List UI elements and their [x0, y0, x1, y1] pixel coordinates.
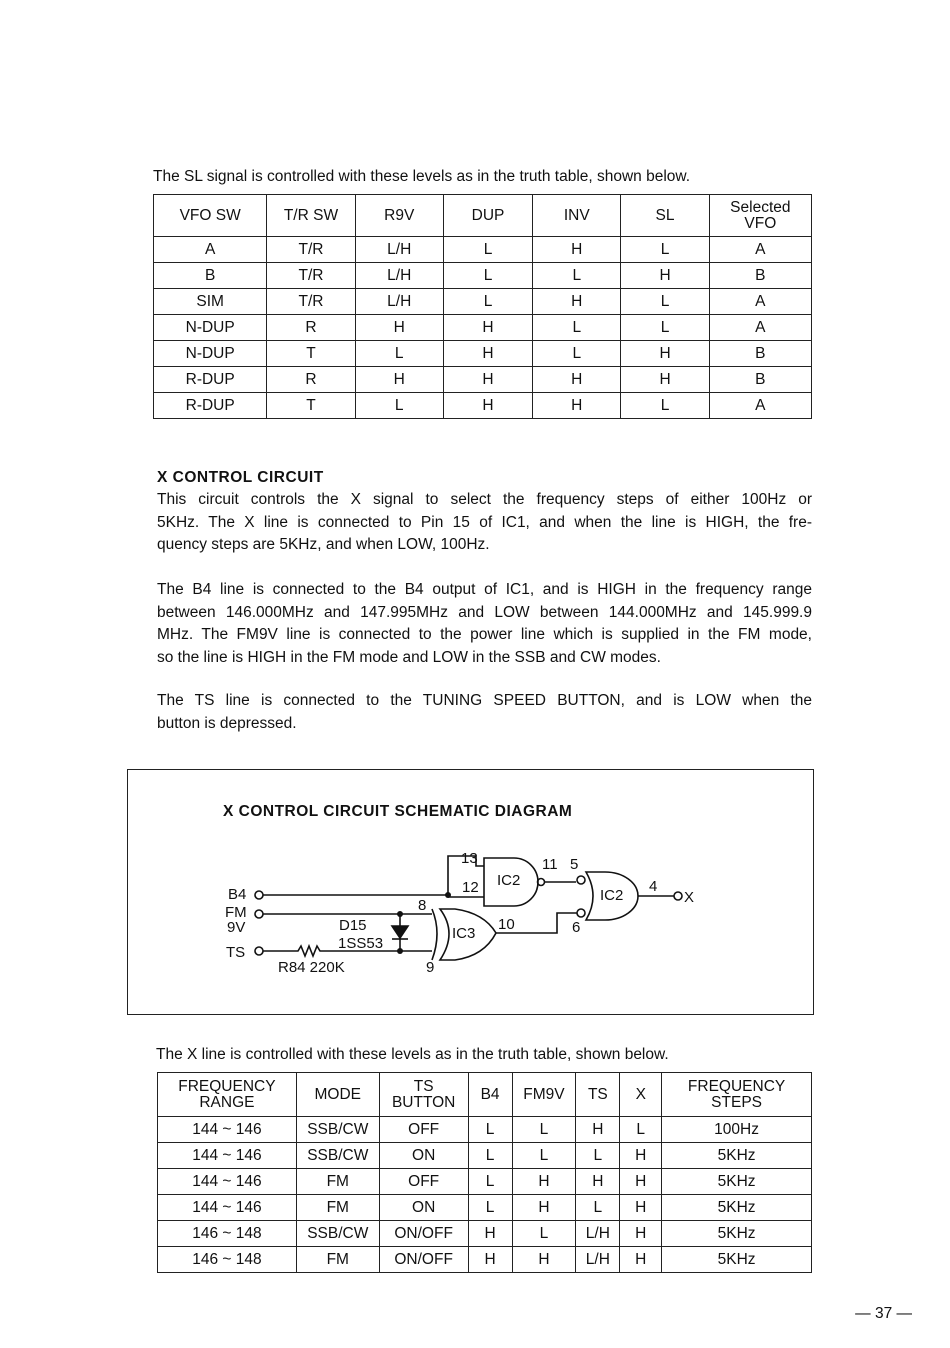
- x-header-steps: STEPS: [711, 1093, 762, 1111]
- table-row: [158, 1117, 812, 1143]
- paragraph-line: quency steps are 5KHz, and when LOW, 100Hz.: [157, 536, 490, 553]
- label-fm: FM: [225, 904, 247, 921]
- sl-header-sl: SL: [621, 195, 709, 237]
- table-cell: L: [620, 1117, 662, 1143]
- table-cell: H: [576, 1169, 620, 1195]
- label-x: X: [684, 889, 695, 906]
- table-cell: FM: [296, 1247, 379, 1273]
- label-ic3: IC3: [452, 925, 476, 942]
- table-cell: H: [533, 393, 621, 419]
- table-cell: L: [468, 1169, 512, 1195]
- table-cell: ON/OFF: [379, 1247, 468, 1273]
- table-cell: L: [443, 289, 532, 315]
- table-cell: H: [355, 367, 443, 393]
- sl-table-intro: The SL signal is controlled with these levels as in the truth table, shown below.: [153, 168, 691, 185]
- label-pin-13: 13: [461, 850, 478, 867]
- label-ts: TS: [226, 944, 246, 961]
- table-cell: H: [443, 341, 532, 367]
- x-header-x: X: [620, 1073, 662, 1117]
- table-cell: H: [621, 263, 709, 289]
- paragraph-line: MHz. The FM9V line is connected to the power line which is supplied in the FM mode,: [157, 626, 812, 643]
- label-pin-11: 11: [542, 856, 558, 873]
- table-cell: 144 ~ 146: [158, 1169, 297, 1195]
- x-header-range: RANGE: [199, 1093, 255, 1111]
- table-cell: H: [620, 1143, 662, 1169]
- paragraph-line: between 146.000MHz and 147.995MHz and LOW between 144.000MHz and 145.999.9: [157, 603, 812, 621]
- table-cell: T/R: [267, 263, 355, 289]
- paragraph-line: 5KHz. The X line is connected to Pin 15 of IC1, and when the line is HIGH, the fre-: [157, 513, 812, 531]
- table-cell: ON: [379, 1195, 468, 1221]
- sl-header-r9v: R9V: [355, 195, 443, 237]
- table-cell: 5KHz: [662, 1169, 812, 1195]
- x-header-frequency: FREQUENCY: [178, 1077, 276, 1095]
- x-header-ts: TS: [576, 1073, 620, 1117]
- label-d15: D15: [339, 917, 367, 934]
- table-cell: H: [621, 341, 709, 367]
- table-row: [158, 1169, 812, 1195]
- table-cell: H: [533, 289, 621, 315]
- table-cell: L: [443, 263, 532, 289]
- table-cell: H: [620, 1195, 662, 1221]
- table-cell: L: [512, 1143, 576, 1169]
- paragraph-line: The TS line is connected to the TUNING SPEED BUTTON, and is LOW when the: [157, 692, 812, 709]
- table-cell: R: [267, 315, 355, 341]
- table-cell: H: [443, 367, 532, 393]
- paragraph-line: The B4 line is connected to the B4 output of IC1, and is HIGH in the frequency range: [157, 581, 812, 598]
- table-cell: B: [709, 263, 811, 289]
- table-cell: H: [468, 1221, 512, 1247]
- table-cell: L/H: [576, 1247, 620, 1273]
- x-header-ts-top: TS: [413, 1077, 434, 1095]
- table-cell: T/R: [267, 237, 355, 263]
- ts-terminal: [255, 947, 263, 955]
- sl-header-selected: Selected: [730, 198, 791, 216]
- table-cell: L: [533, 263, 621, 289]
- table-cell: H: [443, 315, 532, 341]
- table-cell: T: [267, 341, 355, 367]
- sl-header-tr-sw: T/R SW: [267, 195, 355, 237]
- table-cell: N-DUP: [154, 315, 267, 341]
- x-table-intro: The X line is controlled with these levels as in the truth table, shown below.: [156, 1046, 669, 1063]
- sl-header-dup: DUP: [443, 195, 532, 237]
- table-cell: H: [620, 1169, 662, 1195]
- table-cell: R: [267, 367, 355, 393]
- table-cell: H: [512, 1195, 576, 1221]
- table-cell: SSB/CW: [296, 1117, 379, 1143]
- table-cell: OFF: [379, 1117, 468, 1143]
- ic2-lower-input-5-bubble: [577, 876, 585, 884]
- table-cell: N-DUP: [154, 341, 267, 367]
- table-cell: A: [709, 315, 811, 341]
- table-cell: L: [468, 1195, 512, 1221]
- table-cell: R-DUP: [154, 393, 267, 419]
- table-cell: A: [709, 237, 811, 263]
- table-cell: L: [621, 393, 709, 419]
- table-cell: H: [533, 237, 621, 263]
- fm9v-terminal: [255, 910, 263, 918]
- junction-dot: [445, 892, 451, 898]
- table-cell: L: [576, 1143, 620, 1169]
- table-cell: L: [533, 341, 621, 367]
- table-cell: 144 ~ 146: [158, 1195, 297, 1221]
- table-cell: B: [709, 367, 811, 393]
- table-cell: H: [443, 393, 532, 419]
- d15-diode-symbol: [392, 926, 408, 938]
- table-cell: H: [620, 1247, 662, 1273]
- table-row: [158, 1143, 812, 1169]
- sl-header-vfo: VFO: [744, 214, 777, 232]
- x-header-mode: MODE: [296, 1073, 379, 1117]
- label-pin-10: 10: [498, 916, 515, 933]
- table-cell: H: [621, 367, 709, 393]
- table-cell: L: [533, 315, 621, 341]
- label-ic2-lower: IC2: [600, 887, 624, 904]
- table-cell: L: [512, 1221, 576, 1247]
- table-cell: L: [621, 315, 709, 341]
- junction-dot: [397, 911, 403, 917]
- junction-dot: [397, 948, 403, 954]
- table-cell: T/R: [267, 289, 355, 315]
- x-header-frequency-2: FREQUENCY: [687, 1077, 786, 1095]
- x-header-frequency-steps: [662, 1073, 812, 1117]
- table-cell: H: [468, 1247, 512, 1273]
- x-header-fm9v: FM9V: [512, 1073, 576, 1117]
- table-cell: H: [533, 367, 621, 393]
- sl-header-inv: INV: [533, 195, 621, 237]
- table-cell: L: [512, 1117, 576, 1143]
- label-ic2-upper: IC2: [497, 872, 521, 889]
- label-pin-5: 5: [570, 856, 579, 873]
- table-cell: L: [355, 393, 443, 419]
- table-cell: 5KHz: [662, 1195, 812, 1221]
- x-header-button: BUTTON: [391, 1093, 456, 1111]
- label-9v: 9V: [227, 919, 246, 936]
- table-cell: 144 ~ 146: [158, 1117, 297, 1143]
- sl-header-vfo-sw: VFO SW: [154, 195, 267, 237]
- table-cell: B: [709, 341, 811, 367]
- table-cell: A: [709, 393, 811, 419]
- table-cell: H: [620, 1221, 662, 1247]
- table-cell: 146 ~ 148: [158, 1221, 297, 1247]
- table-cell: H: [355, 315, 443, 341]
- table-cell: H: [512, 1169, 576, 1195]
- label-pin-12: 12: [462, 879, 479, 896]
- table-cell: L/H: [576, 1221, 620, 1247]
- label-pin-8: 8: [418, 897, 427, 914]
- table-cell: OFF: [379, 1169, 468, 1195]
- table-cell: A: [154, 237, 267, 263]
- label-pin-4: 4: [649, 878, 658, 895]
- x-table-header-row: [158, 1073, 812, 1117]
- table-cell: SIM: [154, 289, 267, 315]
- table-cell: L: [355, 341, 443, 367]
- table-cell: L: [621, 237, 709, 263]
- table-cell: A: [709, 289, 811, 315]
- label-diode-part: 1SS53: [338, 935, 384, 952]
- table-cell: 144 ~ 146: [158, 1143, 297, 1169]
- table-cell: ON/OFF: [379, 1221, 468, 1247]
- x-header-b4: B4: [468, 1073, 512, 1117]
- table-cell: T: [267, 393, 355, 419]
- table-cell: L: [468, 1117, 512, 1143]
- label-pin-6: 6: [572, 919, 581, 936]
- table-cell: FM: [296, 1169, 379, 1195]
- label-pin-9: 9: [426, 959, 435, 976]
- x-header-ts-button: [379, 1073, 468, 1117]
- table-cell: L: [443, 237, 532, 263]
- label-b4: B4: [228, 886, 247, 903]
- paragraph-line: so the line is HIGH in the FM mode and LOW in the SSB and CW modes.: [157, 648, 661, 666]
- table-cell: L/H: [355, 289, 443, 315]
- table-cell: 5KHz: [662, 1143, 812, 1169]
- table-cell: SSB/CW: [296, 1221, 379, 1247]
- table-cell: ON: [379, 1143, 468, 1169]
- table-cell: SSB/CW: [296, 1143, 379, 1169]
- table-row: [158, 1247, 812, 1273]
- table-cell: 146 ~ 148: [158, 1247, 297, 1273]
- x-header-frequency-range: [158, 1073, 297, 1117]
- page-number: — 37 —: [855, 1305, 912, 1322]
- section-heading: X CONTROL CIRCUIT: [157, 469, 324, 486]
- table-cell: R-DUP: [154, 367, 267, 393]
- ic2-lower-input-6-bubble: [577, 909, 585, 917]
- x-output-terminal: [674, 892, 682, 900]
- table-cell: 5KHz: [662, 1221, 812, 1247]
- b4-terminal: [255, 891, 263, 899]
- table-cell: H: [512, 1247, 576, 1273]
- table-row: [158, 1221, 812, 1247]
- table-cell: L/H: [355, 263, 443, 289]
- table-cell: H: [576, 1117, 620, 1143]
- table-cell: L: [468, 1143, 512, 1169]
- schematic-diagram-title: X CONTROL CIRCUIT SCHEMATIC DIAGRAM: [223, 803, 573, 820]
- table-cell: FM: [296, 1195, 379, 1221]
- x-truth-table: [157, 1072, 812, 1273]
- table-cell: L: [576, 1195, 620, 1221]
- paragraph-line: button is depressed.: [157, 714, 297, 732]
- ic3-back-curve: [432, 909, 437, 960]
- table-row: [158, 1195, 812, 1221]
- table-cell: L/H: [355, 237, 443, 263]
- label-resistor: R84 220K: [278, 959, 345, 976]
- table-cell: 5KHz: [662, 1247, 812, 1273]
- table-cell: L: [621, 289, 709, 315]
- table-cell: B: [154, 263, 267, 289]
- paragraph-line: This circuit controls the X signal to select the frequency steps of either 100Hz or: [157, 491, 812, 508]
- table-cell: 100Hz: [662, 1117, 812, 1143]
